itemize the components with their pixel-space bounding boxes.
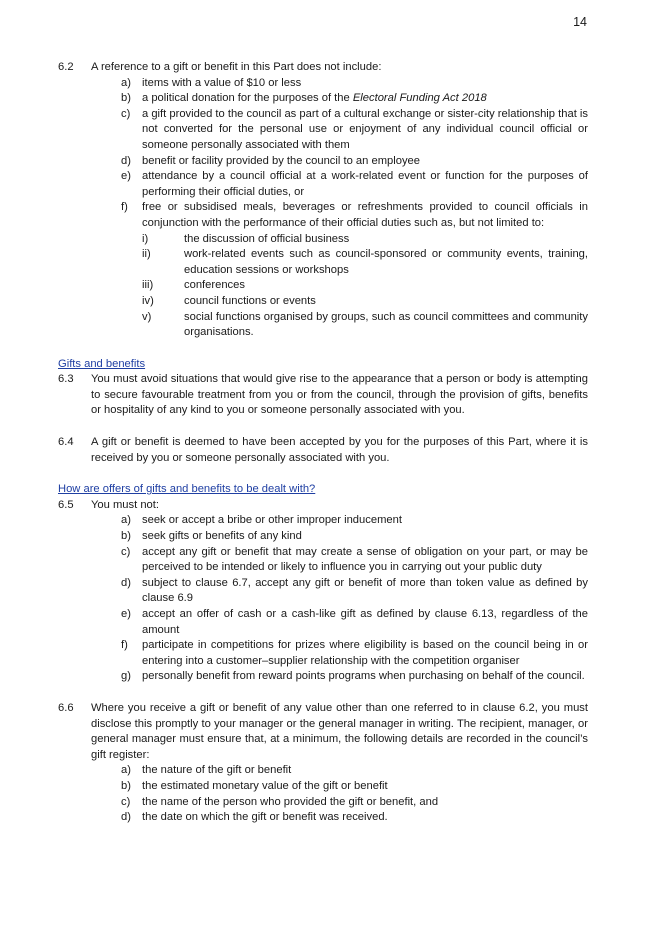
sub-list-item: iv) council functions or events [142, 294, 316, 307]
clause-6-5-list [58, 513, 588, 685]
list-item: c) accept any gift or benefit that may create a sense of obligation on your part, or may be perceived to be intended or likely to influence you in carrying out your public duty [121, 545, 588, 574]
clause-text: A gift or benefit is deemed to have been accepted by you for the purposes of this Part, where it is received by you or someone personally associated with you. [91, 436, 588, 464]
clause-6-2 [58, 60, 588, 76]
list-item: e) accept an offer of cash or a cash-like gift as defined by clause 6.13, regardless of the amount [121, 608, 588, 636]
list-item: d) subject to clause 6.7, accept any gift or benefit of more than token value as defined by clause 6.9 [121, 576, 588, 605]
sub-list-item: ii) work-related events such as council-sponsored or community events, training, education sessions or workshops [142, 248, 588, 276]
clause-number: 6.5 [58, 498, 74, 511]
section-heading-gifts: Gifts and benefits [58, 357, 146, 370]
section-heading-offers: How are offers of gifts and benefits to be dealt with? [58, 483, 316, 496]
list-item: a) items with a value of $10 or less [121, 76, 302, 89]
list-item: d) the date on which the gift or benefit was received. [121, 811, 388, 824]
list-item: g) personally benefit from reward points programs when purchasing on behalf of the council. [121, 670, 585, 683]
clause-number: 6.6 [58, 701, 74, 714]
clause-text: A reference to a gift or benefit in this Part does not include: [91, 61, 382, 73]
clause-number: 6.2 [58, 61, 74, 73]
list-item: f) free or subsidised meals, beverages or refreshments provided to council officials in conjunction with the performance of their official duties such as, but not limited to: [121, 201, 588, 229]
clause-6-5 [58, 498, 588, 514]
list-item: d) benefit or facility provided by the council to an employee [121, 154, 420, 167]
list-item: a) seek or accept a bribe or other improper inducement [121, 514, 402, 527]
clause-text: You must not: [91, 498, 159, 511]
clause-6-6-list [58, 763, 588, 825]
list-item: c) a gift provided to the council as part of a cultural exchange or sister-city relationship that is not converted for the personal use or enjoyment of any individual council official or someone personally associated with them [121, 107, 588, 151]
list-item: f) participate in competitions for prizes where eligibility is based on the council being in or entering into a customer–supplier relationship with the competition organiser [121, 639, 588, 667]
page-number: 14 [573, 15, 587, 29]
clause-6-6 [58, 701, 588, 763]
list-item: b) the estimated monetary value of the gift or benefit [121, 779, 388, 792]
clause-number: 6.4 [58, 436, 74, 449]
list-item: e) attendance by a council official at a work-related event or function for the purposes of performing their official duties, or [121, 170, 588, 198]
list-item: b) a political donation for the purposes of the Electoral Funding Act 2018 [121, 92, 487, 105]
clause-6-2-list [58, 76, 588, 341]
clause-6-4 [58, 435, 588, 466]
sub-list-item: iii) conferences [142, 279, 245, 292]
sub-list-item: v) social functions organised by groups, such as council committees and community organisations. [142, 310, 588, 339]
clause-text: You must avoid situations that would give rise to the appearance that a person or body is attempting to secure favourable treatment from you or from the council, through the provision of gifts, benefits or hospitality of any kind to you or someone personally associated with you. [91, 373, 588, 417]
list-item: c) the name of the person who provided the gift or benefit, and [121, 795, 439, 808]
list-item: b) seek gifts or benefits of any kind [121, 530, 302, 543]
list-item: a) the nature of the gift or benefit [121, 764, 292, 777]
clause-text: Where you receive a gift or benefit of any value other than one referred to in clause 6.2, you must disclose this promptly to your manager or the general manager in writing. The recipient, manager, or general manager must ensure that, at a minimum, the following details are recorded in the council’s gift register: [91, 701, 588, 761]
sub-list-item: i) the discussion of official business [142, 232, 350, 245]
clause-6-3 [58, 372, 588, 419]
act-title: Electoral Funding Act 2018 [352, 92, 487, 105]
clause-number: 6.3 [58, 373, 74, 386]
document-body [58, 60, 588, 826]
